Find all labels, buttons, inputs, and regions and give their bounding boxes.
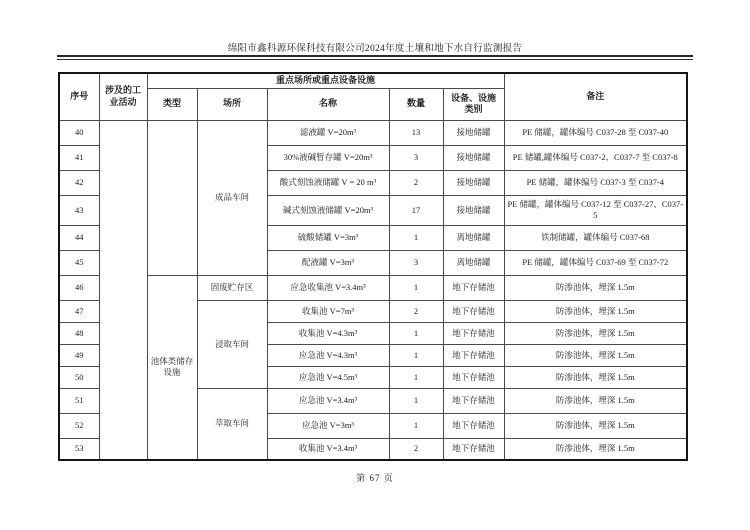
cell-name: 收集池 V=3.4m³ (267, 438, 389, 460)
cell-qty: 2 (389, 300, 443, 322)
cell-category: 地下存储池 (443, 438, 504, 460)
cell-no: 44 (59, 225, 99, 250)
cell-remark: 防渗池体，埋深 1.5m (504, 366, 687, 388)
cell-no: 42 (59, 170, 99, 195)
cell-type (147, 120, 197, 275)
cell-no: 53 (59, 438, 99, 460)
cell-remark: 防渗池体，埋深 1.5m (504, 344, 687, 366)
col-header-place: 场所 (197, 88, 267, 120)
cell-no: 47 (59, 300, 99, 322)
report-title: 绵阳市鑫科源环保科技有限公司2024年度土壤和地下水自行监测报告 (227, 44, 523, 54)
cell-place: 固废贮存区 (197, 275, 267, 300)
cell-name: 收集池 V=4.3m³ (267, 322, 389, 344)
cell-name: 应急池 V=3m³ (267, 413, 389, 438)
cell-category: 接地储罐 (443, 195, 504, 225)
cell-place: 成品车间 (197, 120, 267, 275)
cell-name: 配液罐 V=3m³ (267, 250, 389, 275)
cell-name: 收集池 V=7m³ (267, 300, 389, 322)
cell-remark: 防渗池体，埋深 1.5m (504, 300, 687, 322)
col-header-no: 序号 (59, 73, 99, 120)
col-header-activity: 涉及的工业活动 (99, 73, 147, 120)
cell-category: 地下存储池 (443, 413, 504, 438)
cell-category: 地下存储池 (443, 322, 504, 344)
cell-remark: PE 储罐，罐体编号 C037-28 至 C037-40 (504, 120, 687, 145)
cell-name: 滤液罐 V=20m³ (267, 120, 389, 145)
cell-category: 地下存储池 (443, 275, 504, 300)
cell-no: 49 (59, 344, 99, 366)
cell-remark: 防渗池体，埋深 1.5m (504, 275, 687, 300)
cell-category: 地下存储池 (443, 344, 504, 366)
cell-category: 接地储罐 (443, 120, 504, 145)
cell-remark: 防渗池体，埋深 1.5m (504, 438, 687, 460)
cell-category: 离地储罐 (443, 250, 504, 275)
cell-no: 48 (59, 322, 99, 344)
cell-qty: 3 (389, 145, 443, 170)
cell-no: 45 (59, 250, 99, 275)
cell-no: 43 (59, 195, 99, 225)
cell-name: 应急池 V=3.4m³ (267, 388, 389, 413)
cell-category: 接地储罐 (443, 145, 504, 170)
cell-qty: 1 (389, 225, 443, 250)
cell-no: 50 (59, 366, 99, 388)
cell-qty: 1 (389, 388, 443, 413)
cell-remark: 防渗池体，埋深 1.5m (504, 388, 687, 413)
cell-qty: 1 (389, 344, 443, 366)
col-header-qty: 数量 (389, 88, 443, 120)
cell-category: 地下存储池 (443, 366, 504, 388)
cell-qty: 1 (389, 275, 443, 300)
cell-qty: 2 (389, 170, 443, 195)
col-header-name: 名称 (267, 88, 389, 120)
page-number: 第 67 页 (356, 473, 394, 483)
cell-no: 40 (59, 120, 99, 145)
col-header-category: 设备、设施类别 (443, 88, 504, 120)
cell-qty: 13 (389, 120, 443, 145)
cell-name: 应急收集池 V=3.4m³ (267, 275, 389, 300)
cell-remark: 防渗池体，埋深 1.5m (504, 413, 687, 438)
cell-qty: 1 (389, 366, 443, 388)
cell-remark: PE 储罐,罐体编号 C037-2、C037-7 至 C037-8 (504, 145, 687, 170)
cell-remark: PE 储罐，罐体编号 C037-12 至 C037-27、C037-5 (504, 195, 687, 225)
table-row (59, 120, 687, 145)
report-table (58, 72, 688, 461)
cell-no: 41 (59, 145, 99, 170)
cell-qty: 1 (389, 413, 443, 438)
cell-qty: 2 (389, 438, 443, 460)
cell-no: 51 (59, 388, 99, 413)
cell-name: 应急池 V=4.3m³ (267, 344, 389, 366)
cell-remark: 防渗池体，埋深 1.5m (504, 322, 687, 344)
cell-name: 30%液碱暂存罐 V=20m³ (267, 145, 389, 170)
cell-name: 应急池 V=4.5m³ (267, 366, 389, 388)
cell-qty: 17 (389, 195, 443, 225)
cell-remark: 铁制储罐，罐体编号 C037-68 (504, 225, 687, 250)
col-header-type: 类型 (147, 88, 197, 120)
cell-place: 萃取车间 (197, 388, 267, 460)
cell-no: 52 (59, 413, 99, 438)
cell-name: 硫酸储罐 V=3m³ (267, 225, 389, 250)
cell-category: 接地储罐 (443, 170, 504, 195)
cell-remark: PE 储罐，罐体编号 C037-69 至 C037-72 (504, 250, 687, 275)
cell-type: 池体类储存设施 (147, 275, 197, 460)
cell-name: 碱式刻蚀液储罐 V=20m³ (267, 195, 389, 225)
cell-activity (99, 120, 147, 460)
cell-name: 酸式刻蚀液储罐 V = 20 m³ (267, 170, 389, 195)
col-header-remark: 备注 (504, 73, 687, 120)
cell-place: 浸取车间 (197, 300, 267, 388)
table-row (59, 275, 687, 300)
cell-category: 地下存储池 (443, 388, 504, 413)
col-header-group: 重点场所或重点设备设施 (147, 73, 504, 88)
cell-no: 46 (59, 275, 99, 300)
cell-remark: PE 储罐，罐体编号 C037-3 至 C037-4 (504, 170, 687, 195)
cell-qty: 3 (389, 250, 443, 275)
header-row-1 (59, 73, 687, 88)
cell-qty: 1 (389, 322, 443, 344)
header-rule (57, 55, 693, 60)
cell-category: 地下存储池 (443, 300, 504, 322)
cell-category: 离地储罐 (443, 225, 504, 250)
